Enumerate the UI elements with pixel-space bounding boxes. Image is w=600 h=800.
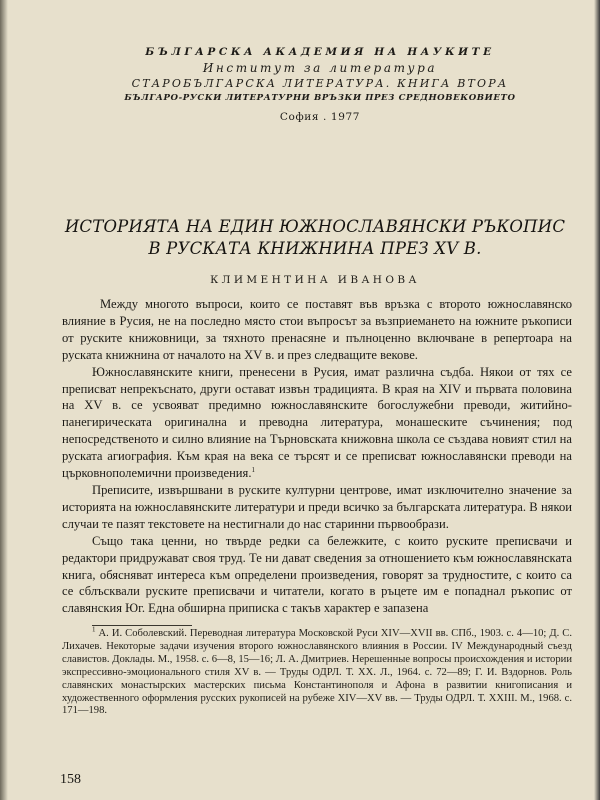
paragraph-3: Преписите, извършвани в руските културни центрове, имат изключително значение за историята на южнославянските литератури и преди всичко за българската литература. В някои случаи те пазят текстовете на нестигнали до нас старинни първообрази. — [62, 482, 572, 531]
footnote-text: А. И. Соболевский. Переводная литература Московской Руси XIV—XVII вв. СПб., 1903. с. 4—10; Д. С. Лихачев. Некоторые задачи изучения второго южнославянского влияния в России. IV Международный съезд славистов. Доклады. М., 1958. с. 6—8, 15—16; Л. А. Дмитриев. Нерешенные вопросы происхождения и истории экспрессивно-эмоционального стиля XV в. — Труды ОДРЛ. Т. XX. Л., 1964. с. 72—89; Г. И. Вздорнов. Роль славянских монастырских мастерских письма Константинополя и Афона в развитии книгописания и художественного оформления русских рукописей на рубеже XIV—XV вв. — Труды ОДРЛ. Т. XXIII. М., 1968. с. 171—198. — [62, 628, 572, 717]
paragraph-1: Между многото въпроси, които се поставят във връзка с второто южнославянско влияние в Русия, не на последно място стои въпросът за възприемането на южните ръкописи от руските книжовници, за тяхното пренасяне и пълноценно включване в репертоара на руската книжнина от началото на XV в. и през следващите векове. — [62, 297, 572, 362]
paragraph-2 — [62, 364, 572, 482]
volume-subtitle: БЪЛГАРО-РУСКИ ЛИТЕРАТУРНИ ВРЪЗКИ ПРЕЗ СРЕДНОВЕКОВИЕТО — [124, 93, 516, 103]
publication-header — [60, 44, 580, 125]
academy-name: БЪЛГАРСКА АКАДЕМИЯ НА НАУКИТЕ — [145, 46, 495, 58]
article-author: КЛИМЕНТИНА ИВАНОВА — [210, 274, 420, 286]
footnote-reference: 1 — [251, 465, 255, 474]
page-edge-shadow — [0, 0, 8, 800]
footnote-divider — [92, 625, 192, 626]
page-right-edge — [594, 0, 600, 800]
article-title-line-1: ИСТОРИЯТА НА ЕДИН ЮЖНОСЛАВЯНСКИ РЪКОПИС — [64, 217, 566, 236]
footnote-marker: 1 — [92, 625, 96, 634]
footnote-1 — [62, 625, 572, 718]
paragraph-4: Също така ценни, но твърде редки са бележките, с които руските преписвачи и редактори придружават своя труд. Те ни дават сведения за отношението към южнославянската книга, обясняват интереса към определени произведения, говорят за трудностите, с които са се сблъсквали руските преписвачи и читатели, когато в ръцете им е попаднал ръкопис от славянския Юг. Една обширна приписка с такъв характер е запазена — [62, 533, 572, 616]
page-number: 158 — [60, 772, 81, 787]
article-body — [62, 296, 572, 617]
series-title: СТАРОБЪЛГАРСКА ЛИТЕРАТУРА. КНИГА ВТОРА — [131, 77, 509, 90]
paragraph-2-text: Южнославянските книги, пренесени в Русия, имат различна съдба. Някои от тях се преписват непрекъснато, други остават извън традицията. В края на XIV и първата половина на XV в. се усвояват предимно южнославянските богослужебни преводи, житийно-панегирическата оригинална и преводна литература, монашеските съчинения; под непосредственото и силно влияние на Търновската книжовна школа се създава новият стил на руската агиография. Към края на века се търсят и се преписват южнославянски преводи на църковнополемични произведения. — [62, 364, 572, 481]
institute-name: Институт за литература — [202, 61, 438, 75]
publication-place-year: София . 1977 — [279, 111, 361, 123]
article-title-line-2: В РУСКАТА КНИЖНИНА ПРЕЗ XV В. — [148, 239, 482, 258]
article-title — [55, 216, 575, 260]
